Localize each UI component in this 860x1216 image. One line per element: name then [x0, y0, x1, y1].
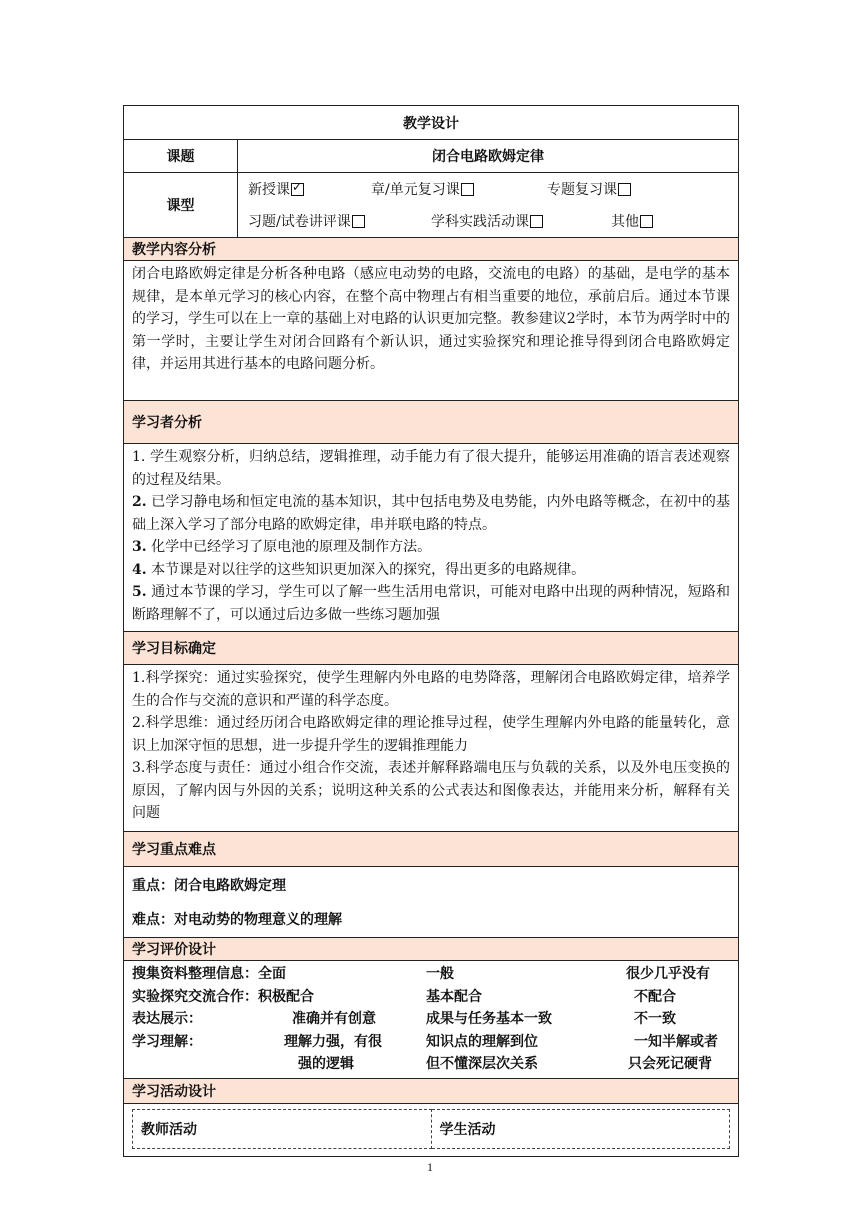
option-label: 习题/试卷讲评课	[248, 214, 351, 230]
option-label: 专题复习课	[547, 182, 617, 198]
eval-cell: 基本配合	[426, 988, 482, 1005]
eval-cell: 实验探究交流合作：积极配合	[132, 988, 314, 1005]
option-topic-review[interactable]	[547, 179, 631, 199]
eval-cell: 不配合	[634, 988, 676, 1005]
teacher-activity-header: 教师活动	[133, 1110, 432, 1149]
checkbox-icon[interactable]	[640, 215, 653, 228]
option-other[interactable]	[611, 211, 653, 231]
learner-item: 1. 学生观察分析，归纳总结，逻辑推理，动手能力有了很大提升，能够运用准确的语言表述观察的过程及结果。	[132, 449, 731, 488]
document-title: 教学设计	[124, 106, 739, 140]
page-number: 1	[427, 1160, 433, 1174]
learner-analysis-heading: 学习者分析	[124, 401, 739, 444]
lesson-plan-document	[123, 105, 738, 1157]
option-exercise-review[interactable]	[248, 211, 431, 231]
objective-item: 2.科学思维：通过经历闭合电路欧姆定律的理论推导过程，使学生理解内外电路的能量转化，意识上加深守恒的思想，进一步提升学生的逻辑推理能力	[132, 715, 730, 754]
evaluation-heading: 学习评价设计	[124, 938, 739, 961]
eval-cell	[284, 986, 426, 1009]
learner-item: 2. 已学习静电场和恒定电流的基本知识，其中包括电势及电势能，内外电路等概念，在初中的基础上深入学习了部分电路的欧姆定律，串并联电路的特点。	[132, 494, 731, 533]
eval-cell: 一知半解或者	[634, 1033, 718, 1050]
eval-cell	[284, 963, 426, 986]
learner-item: 3. 化学中已经学习了原电池的原理及制作方法。	[132, 539, 432, 555]
key-point: 重点：闭合电路欧姆定理	[132, 878, 286, 894]
topic-value: 闭合电路欧姆定律	[238, 140, 739, 173]
eval-cell: 一般	[426, 966, 454, 983]
student-activity-header: 学生活动	[431, 1110, 730, 1149]
content-analysis-heading: 教学内容分析	[124, 238, 739, 261]
key-points-heading: 学习重点难点	[124, 832, 739, 867]
objectives-heading: 学习目标确定	[124, 632, 739, 665]
eval-cell: 成果与任务基本一致	[426, 1011, 552, 1028]
lesson-plan-table	[123, 105, 739, 1157]
eval-cell: 知识点的理解到位	[426, 1033, 538, 1050]
option-label: 新授课	[248, 182, 290, 198]
content-analysis-body	[124, 261, 739, 401]
checkbox-icon[interactable]	[530, 215, 543, 228]
eval-cell: 理解力强，有很	[284, 1033, 382, 1050]
learner-analysis-body	[124, 444, 739, 632]
content-analysis-text: 闭合电路欧姆定律是分析各种电路（感应电动势的电路，交流电的电路）的基础，是电学的基本规律，是本单元学习的核心内容，在整个高中物理占有相当重要的地位，承前启后。通过本节课的学习，学生可以在上一章的基础上对电路的认识更加完整。教参建议2学时，本节为两学时中的第一学时，主要让学生对闭合回路有个新认识，通过实验探究和理论推导得到闭合电路欧姆定律，并运用其进行基本的电路问题分析。	[132, 266, 730, 372]
option-label: 学科实践活动课	[431, 214, 529, 230]
evaluation-grid	[132, 963, 730, 1076]
checkbox-icon[interactable]	[461, 183, 474, 196]
objective-item: 3.科学态度与责任：通过小组合作交流，表述并解释路端电压与负载的关系，以及外电压变换的原因，了解内因与外因的关系；说明这种关系的公式表达和图像表达，并能用来分析，解释有关问题	[132, 760, 730, 821]
eval-cell: 准确并有创意	[292, 1011, 376, 1028]
eval-cell: 强的逻辑	[298, 1056, 354, 1073]
eval-cell: 不一致	[634, 1011, 676, 1028]
option-practice-activity[interactable]	[431, 211, 611, 231]
learner-item: 5. 通过本节课的学习，学生可以了解一些生活用电常识，可能对电路中出现的两种情况，短路和断路理解不了，可以通过后边多做一些练习题加强	[132, 584, 731, 623]
checkbox-icon[interactable]	[618, 183, 631, 196]
difficulty-point: 难点：对电动势的物理意义的理解	[132, 912, 342, 928]
learner-item: 4. 本节课是对以往学的这些知识更加深入的探究，得出更多的电路规律。	[132, 561, 586, 578]
activity-body	[124, 1104, 739, 1157]
option-label: 章/单元复习课	[371, 182, 460, 198]
evaluation-body	[124, 961, 739, 1079]
eval-cell: 表达展示：	[132, 1011, 202, 1028]
eval-cell: 学习理解：	[132, 1033, 202, 1050]
option-label: 其他	[611, 214, 639, 230]
activity-heading: 学习活动设计	[124, 1079, 739, 1104]
lesson-type-options	[238, 173, 739, 238]
checkbox-icon[interactable]	[352, 215, 365, 228]
topic-label: 课题	[124, 140, 238, 173]
key-points-body	[124, 867, 739, 938]
eval-cell	[132, 1053, 284, 1076]
checked-box-icon[interactable]	[291, 183, 304, 196]
eval-cell: 只会死记硬背	[628, 1056, 712, 1073]
activity-table	[132, 1109, 730, 1149]
objective-item: 1.科学探究：通过实验探究，使学生理解内外电路的电势降落，理解闭合电路欧姆定律，培养学生的合作与交流的意识和严谨的科学态度。	[132, 670, 730, 709]
option-new-lesson[interactable]	[248, 179, 371, 199]
eval-cell: 搜集资料整理信息：全面	[132, 966, 286, 983]
lesson-type-label: 课型	[124, 173, 238, 238]
eval-cell: 很少几乎没有	[626, 966, 710, 983]
objectives-body	[124, 665, 739, 832]
option-unit-review[interactable]	[371, 179, 547, 199]
eval-cell: 但不懂深层次关系	[426, 1056, 538, 1073]
